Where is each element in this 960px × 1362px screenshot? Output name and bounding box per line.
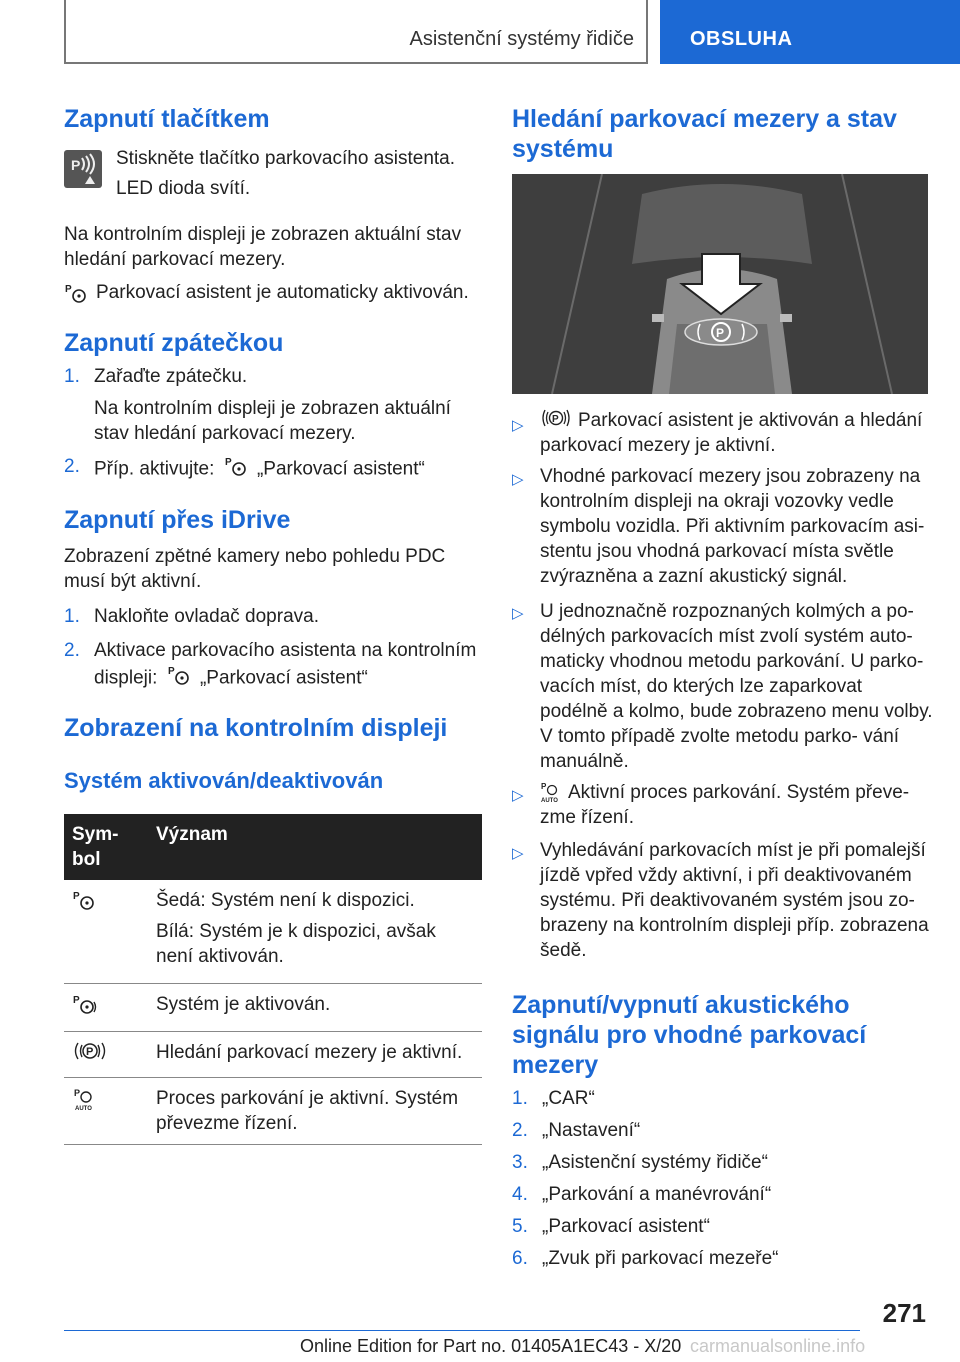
svg-text:P: P <box>73 995 80 1006</box>
section-title-reverse: Zapnutí zpátečkou <box>64 329 284 357</box>
page-number: 271 <box>882 1298 926 1328</box>
bullet-marker: ▷ <box>512 845 524 862</box>
svg-text:P: P <box>716 326 725 340</box>
table-header-row <box>64 814 482 880</box>
park-assist-active-icon <box>72 995 100 1021</box>
step-text: „Zvuk při parkovací mezeře“ <box>542 1248 779 1269</box>
step-number: 2. <box>512 1120 528 1141</box>
svg-text:P: P <box>71 157 81 173</box>
subsection-title: Systém aktivován/deaktivován <box>64 768 384 793</box>
park-search-icon <box>72 1046 108 1067</box>
bullet-text: Vhodné parkovací mezery jsou zobrazeny na kontrolním displeji na okraji vozovky vedle symbolu vozidla. Při aktivním parkovacím asi- stentu jsou vhodná parkovací místa světle zvýrazněna a zazní akustický signál. <box>540 466 925 587</box>
step-text: Zařaďte zpátečku. <box>94 366 248 387</box>
symbol-table <box>64 814 482 1145</box>
park-assist-icon <box>224 454 248 485</box>
park-assist-icon <box>64 281 88 310</box>
bullet-marker: ▷ <box>512 471 524 488</box>
step-number: 1. <box>64 366 80 387</box>
bullet-text: Parkovací asistent je aktivován a hledání parkovací mezery je aktivní. <box>540 410 923 456</box>
svg-text:P: P <box>74 1088 81 1098</box>
table-row <box>64 1032 482 1078</box>
bullet-text: U jednoznačně rozpoznaných kolmých a po- délných parkovacích míst zvolí systém auto- maticky vhodnou metodu parkování. U parko- vacích míst, do kterých lze zaparkovat podélně a kolmo, bude zobrazeno menu volby. V tomto případě zvolte metodu parko- vání manuálně. <box>540 601 933 772</box>
step-text: Příp. aktivujte: P „Parkovací asistent“ <box>94 454 484 485</box>
step-number: 5. <box>512 1216 528 1237</box>
step-text: Aktivace parkovacího asistenta na kontrolním displeji: P „Parkovací asistent“ <box>94 638 484 694</box>
svg-text:P: P <box>541 782 547 791</box>
parking-display-illustration <box>512 174 928 394</box>
step-number: 6. <box>512 1248 528 1269</box>
step-text: Nakloňte ovladač doprava. <box>94 606 319 627</box>
paragraph: Parkovací asistent je automaticky aktivován. <box>96 282 469 303</box>
svg-text:P: P <box>73 891 80 902</box>
table-header-symbol: Sym- bol <box>64 814 148 880</box>
step-number: 3. <box>512 1152 528 1173</box>
table-row <box>64 880 482 984</box>
header-section-box <box>64 0 648 64</box>
bullet-text: Vyhledávání parkovacích míst je při pomalejší jízdě vpřed vždy aktivní, i při deaktivovaném systému. Při deaktivovaném systém jsou zo- brazeny na kontrolním displeji příp. zobrazena šedě. <box>540 840 929 961</box>
watermark: carmanualsonline.info <box>690 1336 866 1356</box>
paragraph: Na kontrolním displeji je zobrazen aktuální stav hledání parkovací mezery. <box>64 224 462 270</box>
footer-edition: Online Edition for Part no. 01405A1EC43 - X/20 <box>300 1336 682 1356</box>
step-number: 2. <box>64 640 80 661</box>
button-step-text: Stiskněte tlačítko parkovacího asistenta. <box>116 148 456 169</box>
svg-text:P: P <box>86 1046 94 1058</box>
step-text: „CAR“ <box>542 1088 595 1109</box>
bullet-text: Aktivní proces parkování. Systém převe- zme řízení. <box>540 782 910 828</box>
table-cell-text: Systém je aktivován. <box>148 984 482 1032</box>
step-text: „Parkovací asistent“ <box>542 1216 710 1237</box>
svg-text:AUTO: AUTO <box>541 798 558 804</box>
table-cell-text: Šedá: Systém není k dispozici. <box>156 890 415 911</box>
park-assist-button-icon <box>64 150 102 188</box>
step-number: 1. <box>512 1088 528 1109</box>
svg-text:AUTO: AUTO <box>75 1106 92 1112</box>
header-chapter-label: OBSLUHA <box>690 28 793 50</box>
svg-text:P: P <box>65 284 72 295</box>
step-text: Na kontrolním displeji je zobrazen aktuální stav hledání parkovací mezery. <box>94 398 451 444</box>
bullet-marker: ▷ <box>512 417 524 434</box>
bullet-marker: ▷ <box>512 605 524 622</box>
step-number: 2. <box>64 456 80 477</box>
park-auto-icon <box>72 1088 100 1117</box>
page-header <box>64 0 960 66</box>
step-text: „Asistenční systémy řidiče“ <box>542 1152 768 1173</box>
section-title-button: Zapnutí tlačítkem <box>64 105 270 133</box>
section-title-search: Hledání parkovací mezery a stav systému <box>512 105 897 163</box>
bullet-marker: ▷ <box>512 787 524 804</box>
svg-text:P: P <box>167 666 175 677</box>
table-row <box>64 1078 482 1145</box>
table-cell-text: Hledání parkovací mezery je aktivní. <box>148 1032 482 1078</box>
park-assist-icon <box>167 663 191 694</box>
table-cell-text: Proces parkování je aktivní. Systém převezme řízení. <box>148 1078 482 1145</box>
section-title-idrive: Zapnutí přes iDrive <box>64 506 291 534</box>
header-chapter-tab <box>660 0 960 64</box>
table-header-meaning: Význam <box>148 814 482 880</box>
step-text: „Parkování a manévrování“ <box>542 1184 772 1205</box>
section-title-sound: Zapnutí/vypnutí akustického signálu pro vhodné parkovací mezery <box>512 991 867 1079</box>
step-text: „Nastavení“ <box>542 1120 641 1141</box>
svg-text:P: P <box>552 414 559 425</box>
step-number: 1. <box>64 606 80 627</box>
step-number: 4. <box>512 1184 528 1205</box>
header-section-title: Asistenční systémy řidiče <box>409 28 634 50</box>
paragraph: Zobrazení zpětné kamery nebo pohledu PDC musí být aktivní. <box>64 546 446 592</box>
led-text: LED dioda svítí. <box>116 178 251 199</box>
footer-divider <box>64 1330 860 1331</box>
table-cell-text: Bílá: Systém je k dispozici, avšak není aktivován. <box>156 921 436 967</box>
svg-text:P: P <box>224 457 232 468</box>
table-row <box>64 984 482 1032</box>
section-title-display: Zobrazení na kontrolním displeji <box>64 714 448 742</box>
park-assist-icon <box>72 891 96 917</box>
